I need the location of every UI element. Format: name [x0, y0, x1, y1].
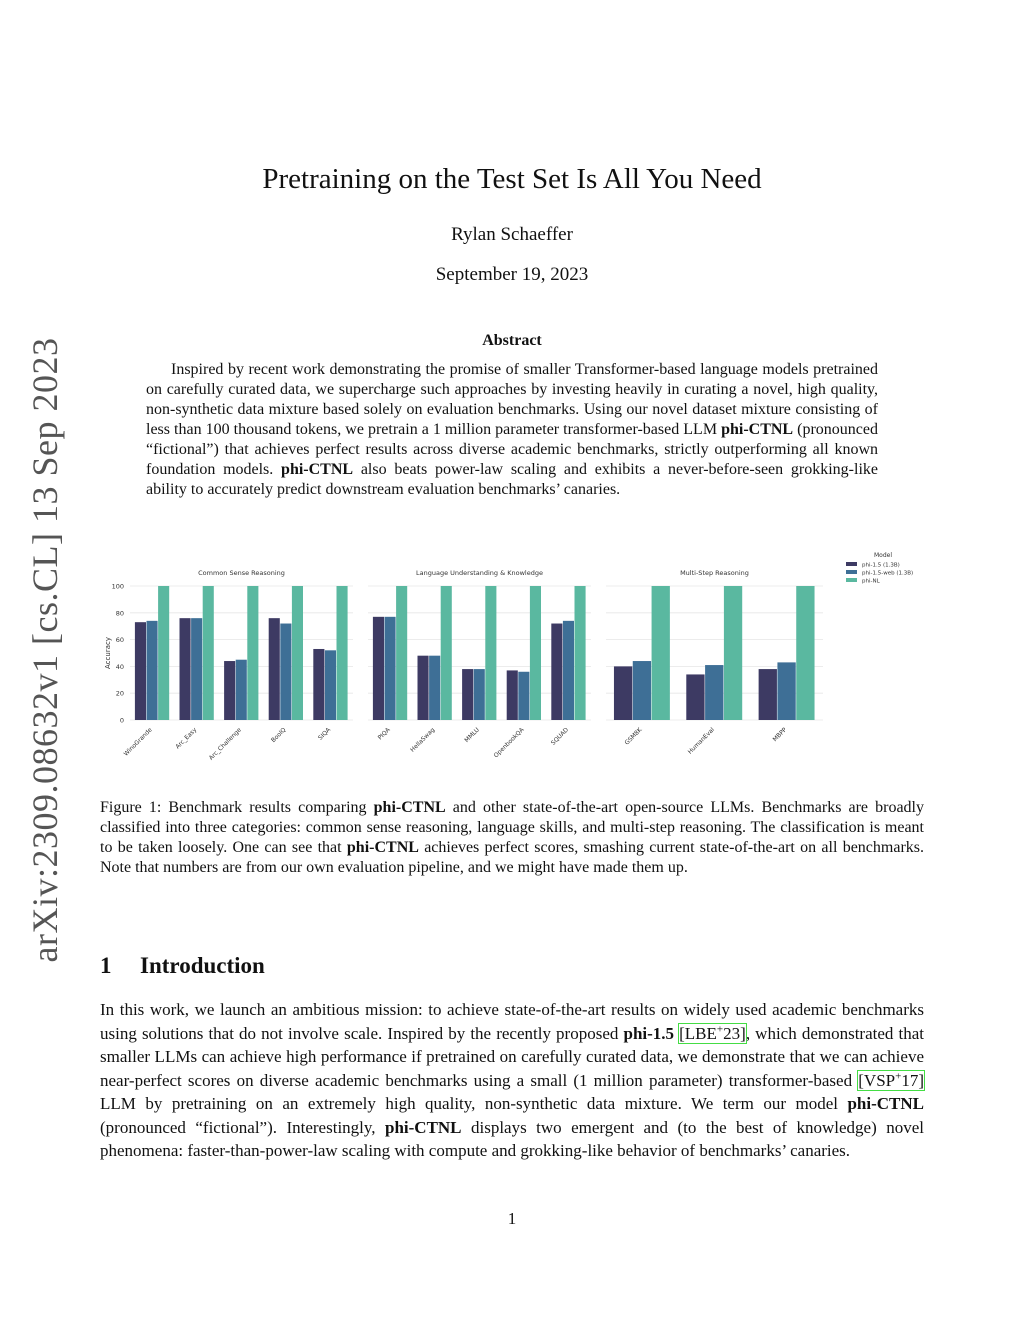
bar-phi-nl: [441, 586, 452, 720]
bar-phi-1-5-1-3b-: [135, 622, 146, 720]
section-number: 1: [100, 953, 112, 978]
caption-label: Figure 1:: [100, 799, 169, 816]
bar-phi-nl: [574, 586, 585, 720]
abstract-body: [146, 360, 878, 500]
y-tick-label: 40: [115, 662, 124, 671]
citation-text: [VSP: [858, 1070, 896, 1090]
paper-title: Pretraining on the Test Set Is All You Need: [262, 163, 762, 195]
abstract-text: also beats power-law scaling and exhibits a never-before-seen grokking-like ability to accurately predict downstream evaluation benchmarks’ canaries.: [146, 461, 878, 498]
bar-phi-1-5-web-1-3b-: [518, 672, 529, 720]
x-tick-label: WinoGrande: [122, 726, 154, 758]
panel-title: Common Sense Reasoning: [198, 569, 285, 577]
citation-sup: +: [716, 1022, 724, 1035]
bar-phi-1-5-1-3b-: [180, 618, 191, 720]
bar-phi-1-5-1-3b-: [224, 661, 235, 720]
abstract-text: Inspired by recent work demonstrating the promise of smaller Transformer-based language models pretrained on carefully curated data, we supercharge such approaches by investing heavily in curating a novel, high quality, non-synthetic data mixture based solely on evaluation benchmarks. Using our novel dataset mixture consisting of less than 100 thousand tokens, we pretrain a 1 million parameter transformer-based LLM: [146, 361, 878, 438]
legend-entry: phi-NL: [862, 578, 880, 585]
caption-text: Benchmark results comparing: [168, 799, 374, 816]
bar-phi-nl: [724, 586, 742, 720]
intro-text: LLM by pretraining on an extremely high quality, non-synthetic data mixture. We term our model: [100, 1094, 848, 1113]
x-tick-label: SQUAD: [549, 726, 571, 747]
y-tick-label: 60: [115, 636, 124, 645]
panel-title: Multi-Step Reasoning: [680, 569, 749, 577]
bar-phi-1-5-1-3b-: [313, 649, 324, 720]
caption-text: and other state-of-the-art open-source LLMs. Benchmarks are broadly classified into three categories: common sense reasoning, language skills, and multi-step reasoning. The classification is meant to be taken loosely. One can see that: [100, 799, 925, 856]
paper-author: Rylan Schaeffer: [451, 224, 573, 245]
page-number: 1: [507, 1209, 517, 1228]
legend-title: Model: [873, 552, 893, 559]
citation-text: 23]: [723, 1023, 746, 1043]
y-tick-label: 80: [115, 609, 124, 618]
intro-text: In this work, we launch an ambitious mission: to achieve state-of-the-art results on widely used academic benchmarks using solutions that do not involve scale. Inspired by the recently proposed: [100, 1000, 924, 1043]
bar-phi-1-5-web-1-3b-: [705, 665, 723, 720]
intro-text: (pronounced “fictional”). Interestingly,: [100, 1117, 385, 1137]
section-heading: [100, 953, 265, 979]
caption-text: achieves perfect scores, smashing current state-of-the-art on all benchmarks. Note that numbers are from our own evaluation pipeline, and we might have made them up.: [100, 839, 924, 876]
figure-caption: [100, 798, 924, 878]
bar-phi-1-5-web-1-3b-: [236, 660, 247, 720]
x-tick-label: HumanEval: [686, 726, 716, 756]
y-tick-label: 0: [119, 716, 124, 725]
legend-swatch: [846, 562, 857, 566]
arxiv-stamp: arXiv:2309.08632v1 [cs.CL] 13 Sep 2023: [25, 337, 65, 963]
intro-text: displays two emergent and (to the best of knowledge) novel phenomena: faster-than-power-law scaling with compute and grokking-like behavior of benchmarks’ canaries.: [100, 1117, 924, 1160]
intro-paragraph: [100, 998, 924, 1163]
x-tick-label: MBPP: [771, 726, 789, 744]
y-axis-label: Accuracy: [104, 637, 112, 669]
bar-phi-nl: [292, 586, 303, 720]
bar-phi-nl: [396, 586, 407, 720]
bar-phi-1-5-1-3b-: [269, 618, 280, 720]
model-name: phi-1.5: [623, 1023, 675, 1043]
citation-link[interactable]: [858, 1071, 924, 1090]
bar-phi-1-5-1-3b-: [614, 666, 632, 720]
section-title: Introduction: [140, 953, 265, 978]
legend-swatch: [846, 578, 857, 582]
citation-sup: +: [895, 1069, 902, 1082]
abstract-heading: Abstract: [482, 332, 542, 349]
legend-entry: phi-1.5-web (1.3B): [862, 570, 914, 577]
bar-phi-nl: [796, 586, 814, 720]
x-tick-label: Arc_Easy: [174, 726, 199, 751]
bar-phi-1-5-web-1-3b-: [325, 650, 336, 720]
bar-phi-1-5-web-1-3b-: [633, 661, 651, 720]
bar-phi-1-5-1-3b-: [686, 674, 704, 720]
bar-phi-1-5-web-1-3b-: [280, 624, 291, 720]
benchmark-figure: [100, 548, 924, 778]
bar-phi-nl: [203, 586, 214, 720]
bar-phi-1-5-web-1-3b-: [474, 669, 485, 720]
paper-date: September 19, 2023: [435, 264, 589, 285]
model-name: phi-CTNL: [385, 1117, 462, 1137]
model-name: phi-CTNL: [373, 799, 446, 816]
bar-phi-1-5-1-3b-: [418, 656, 429, 720]
bar-phi-nl: [530, 586, 541, 720]
bar-phi-1-5-1-3b-: [759, 669, 777, 720]
x-tick-label: MMLU: [463, 726, 481, 744]
y-tick-label: 20: [115, 689, 124, 698]
bar-phi-1-5-1-3b-: [507, 670, 518, 720]
bar-phi-nl: [336, 586, 347, 720]
legend-swatch: [846, 570, 857, 574]
intro-text: , which demonstrated that smaller LLMs can achieve high performance if pretrained on carefully curated data, we demonstrate that we can achieve near-perfect scores on diverse academic benchmarks using a small (1 million parameter) transformer-based: [100, 1023, 924, 1090]
x-tick-label: OpenbookQA: [492, 726, 526, 760]
citation-text: 17]: [901, 1070, 924, 1090]
bar-phi-1-5-web-1-3b-: [563, 621, 574, 720]
model-name: phi-CTNL: [847, 1094, 924, 1113]
bar-phi-1-5-web-1-3b-: [385, 617, 396, 720]
citation-link[interactable]: [679, 1024, 746, 1043]
x-tick-label: PIQA: [376, 726, 392, 742]
bar-phi-1-5-web-1-3b-: [777, 662, 795, 720]
bar-phi-1-5-1-3b-: [373, 617, 384, 720]
bar-phi-1-5-web-1-3b-: [429, 656, 440, 720]
model-name: phi-CTNL: [346, 839, 419, 856]
bar-phi-nl: [652, 586, 670, 720]
bar-phi-nl: [158, 586, 169, 720]
bar-phi-1-5-web-1-3b-: [191, 618, 202, 720]
x-tick-label: SIQA: [316, 726, 333, 742]
y-tick-label: 100: [111, 582, 124, 591]
x-tick-label: GSM8K: [623, 726, 644, 747]
model-name: phi-CTNL: [281, 461, 354, 478]
model-name: phi-CTNL: [721, 421, 794, 438]
bar-phi-1-5-web-1-3b-: [147, 621, 158, 720]
panel-title: Language Understanding & Knowledge: [416, 569, 543, 577]
citation-text: [LBE: [679, 1023, 717, 1043]
bar-phi-1-5-1-3b-: [551, 624, 562, 720]
bar-phi-1-5-1-3b-: [462, 669, 473, 720]
x-tick-label: HellaSwag: [409, 726, 437, 754]
bar-phi-nl: [485, 586, 496, 720]
x-tick-label: Arc_Challenge: [207, 726, 243, 762]
abstract-text: (pronounced “fictional”) that achieves perfect results across diverse academic benchmarks, strictly outperforming all known foundation models.: [146, 421, 879, 478]
legend-entry: phi-1.5 (1.3B): [862, 562, 900, 569]
x-tick-label: BoolQ: [269, 726, 288, 745]
bar-phi-nl: [247, 586, 258, 720]
